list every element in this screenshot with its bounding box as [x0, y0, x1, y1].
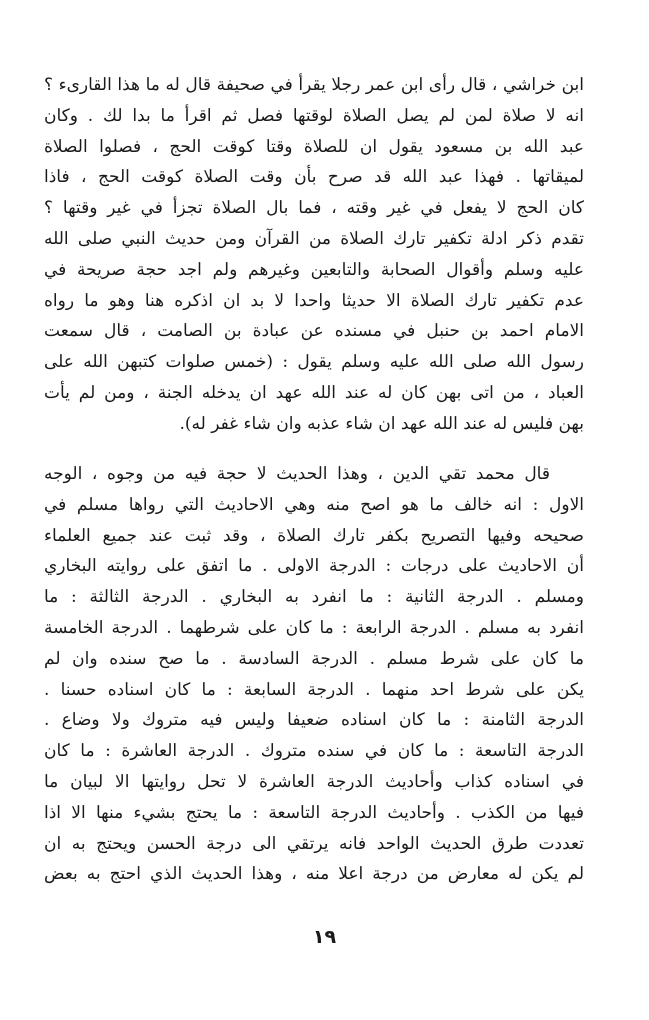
text-line: يكن على شرط احد منهما . الدرجة السابعة : ما كان اسناده حسنا . [44, 679, 584, 700]
text-line: صحيحه وفيها التصريح بكفر تارك الصلاة ، وقد ثبت عند جميع العلماء [44, 525, 584, 546]
text-line: ومسلم . الدرجة الثانية : ما انفرد به البخاري . الدرجة الثالثة : ما [44, 587, 584, 608]
text-line: العباد ، من اتى بهن كان له عند الله عهد ان يدخله الجنة ، ومن لم يأت [44, 382, 584, 403]
text-line: عليه وسلم وأقوال الصحابة والتابعين وغيرهم ولم اجد حجة صريحة في [44, 259, 584, 280]
text-line: ما كان على شرط مسلم . الدرجة السادسة . ما صح سنده وان لم [44, 648, 584, 669]
text-line: في اسناده كذاب وأحاديث الدرجة العاشرة لا تحل روايتها الا لبيان ما [44, 771, 584, 792]
text-line: بهن فليس له عند الله عهد ان شاء عذبه وان شاء غفر له). [179, 413, 584, 434]
text-line: قال محمد تقي الدين ، وهذا الحديث لا حجة فيه من وجوه ، الوجه [44, 464, 550, 484]
text-line: فيها من الكذب . وأحاديث الدرجة التاسعة : ما يحتج بشيء منها الا اذا [44, 802, 584, 823]
text-line: الدرجة التاسعة : ما كان في سنده متروك . الدرجة العاشرة : ما كان [44, 741, 584, 762]
text-line: لميقاتها . فهذا عبد الله قد صرح بأن وقت الصلاة كوقت الحج ، فاذا [44, 167, 584, 188]
text-line: ابن خراشي ، قال رأى ابن عمر رجلا يقرأ في صحيفة قال له ما هذا القارىء ؟ [44, 75, 584, 95]
text-line: أن الاحاديث على درجات : الدرجة الاولى . ما اتفق على روايته البخاري [44, 556, 584, 577]
paragraph-1 [44, 70, 584, 440]
text-line: لم يكن له معارض من درجة اعلا منه ، وهذا الحديث الذي احتج به بعض [44, 864, 584, 885]
text-line: انفرد به مسلم . الدرجة الرابعة : ما كان على شرطهما . الدرجة الخامسة [44, 617, 584, 638]
text-line: الدرجة الثامنة : ما كان اسناده ضعيفا وليس فيه متروك ولا وضاع . [44, 710, 584, 731]
text-line: انه لا صلاة لمن لم يصل الصلاة لوقتها فصل ثم اقرأ ما بدا لك . وكان [44, 105, 584, 126]
text-line: رسول الله صلى الله عليه وسلم يقول : (خمس صلوات كتبهن الله على [44, 352, 584, 373]
text-line: تقدم ذكر ادلة تكفير تارك الصلاة من القرآن ومن حديث النبي صلى الله [44, 228, 584, 249]
paragraph-2 [44, 459, 584, 890]
text-line: عدم تكفير تارك الصلاة الا حديثا واحدا لا بد ان اذكره هنا وهو ما رواه [44, 290, 584, 311]
text-line: تعددت طرق الحديث الواحد فانه يرتقي الى درجة الحسن ويحتج به ان [44, 833, 584, 854]
text-line: الاول : انه خالف ما هو اصح منه وهي الاحاديث التي رواها مسلم في [44, 494, 584, 515]
text-line: كان الحج لا يفعل في غير وقته ، فما بال الصلاة تجزأ في غير وقتها ؟ [44, 198, 584, 219]
text-line: الامام احمد بن حنبل في مسنده عن عبادة بن الصامت ، قال سمعت [44, 321, 584, 342]
page-number: ١٩ [312, 926, 337, 948]
text-line: عبد الله بن مسعود يقول ان للصلاة وقتا كوقت الحج ، فصلوا الصلاة [44, 136, 584, 157]
